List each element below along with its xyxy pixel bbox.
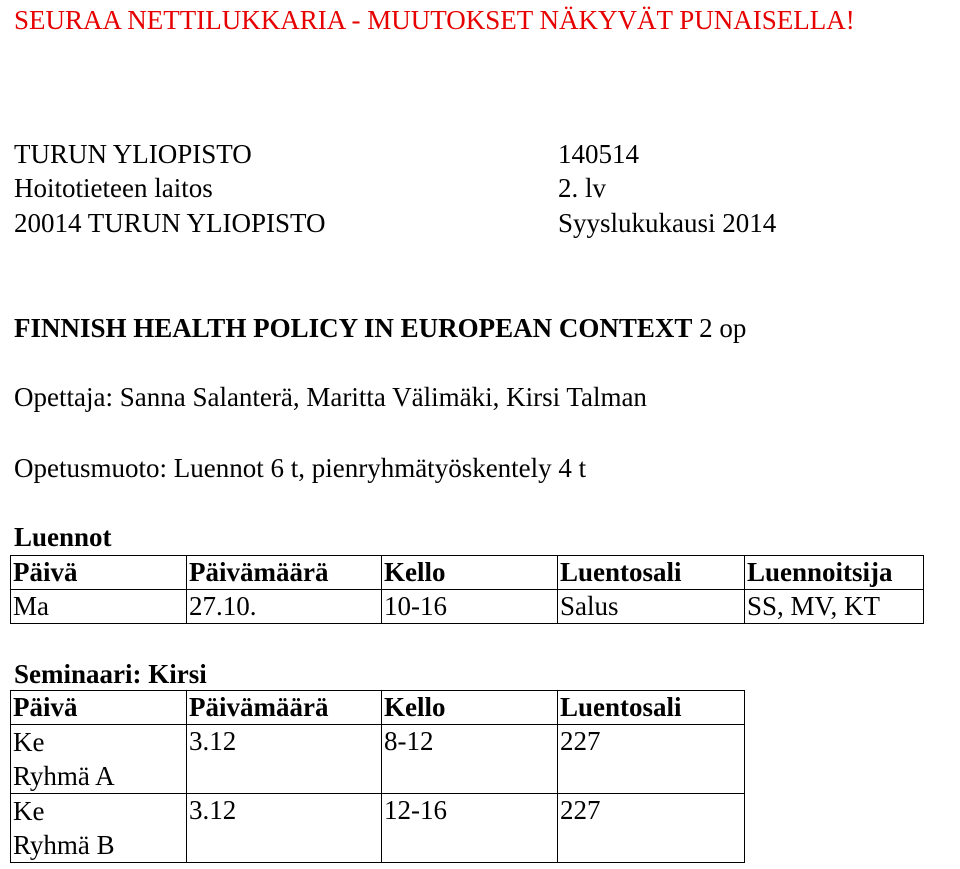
cell-time: 12-16 [382,794,558,863]
cell-date: 27.10. [187,590,382,624]
study-year: 2. lv [558,173,607,203]
course-title: FINNISH HEALTH POLICY IN EUROPEAN CONTEXT [14,313,693,343]
cell-group: Ryhmä A [13,761,115,791]
university-name: TURUN YLIOPISTO [14,139,252,169]
column-header-date: Päivämäärä [187,556,382,590]
cell-day [11,725,187,794]
cell-day [11,794,187,863]
department-name: Hoitotieteen laitos [14,173,213,203]
cell-time: 10-16 [382,590,558,624]
cell-date: 3.12 [187,794,382,863]
course-teachers: Opettaja: Sanna Salanterä, Maritta Välimäki, Kirsi Talman [14,382,647,412]
document-code: 140514 [558,139,639,169]
column-header-day: Päivä [11,556,187,590]
cell-group: Ryhmä B [13,830,115,860]
cell-room: 227 [558,725,745,794]
column-header-room: Luentosali [558,556,745,590]
table-row [11,590,924,624]
column-header-time: Kello [382,691,558,725]
cell-day-name: Ke [13,727,45,757]
cell-day: Ma [11,590,187,624]
lectures-header-row [11,556,924,590]
seminar-table [10,690,745,863]
cell-date: 3.12 [187,725,382,794]
course-title-line [14,312,746,344]
seminar-heading: Seminaari: Kirsi [14,659,207,689]
cell-time: 8-12 [382,725,558,794]
course-format: Opetusmuoto: Luennot 6 t, pienryhmätyöskentely 4 t [14,453,587,483]
column-header-day: Päivä [11,691,187,725]
column-header-time: Kello [382,556,558,590]
postal-address: 20014 TURUN YLIOPISTO [14,208,326,238]
cell-room: 227 [558,794,745,863]
cell-lecturer: SS, MV, KT [745,590,924,624]
lectures-heading: Luennot [14,522,112,552]
cell-room: Salus [558,590,745,624]
lectures-table [10,555,924,624]
seminar-header-row [11,691,745,725]
changes-notice: SEURAA NETTILUKKARIA - MUUTOKSET NÄKYVÄT PUNAISELLA! [14,5,855,35]
table-row [11,794,745,863]
course-credits: 2 op [692,313,747,343]
table-row [11,725,745,794]
column-header-date: Päivämäärä [187,691,382,725]
column-header-lecturer: Luennoitsija [745,556,924,590]
cell-day-name: Ke [13,796,45,826]
semester: Syyslukukausi 2014 [558,208,777,238]
column-header-room: Luentosali [558,691,745,725]
